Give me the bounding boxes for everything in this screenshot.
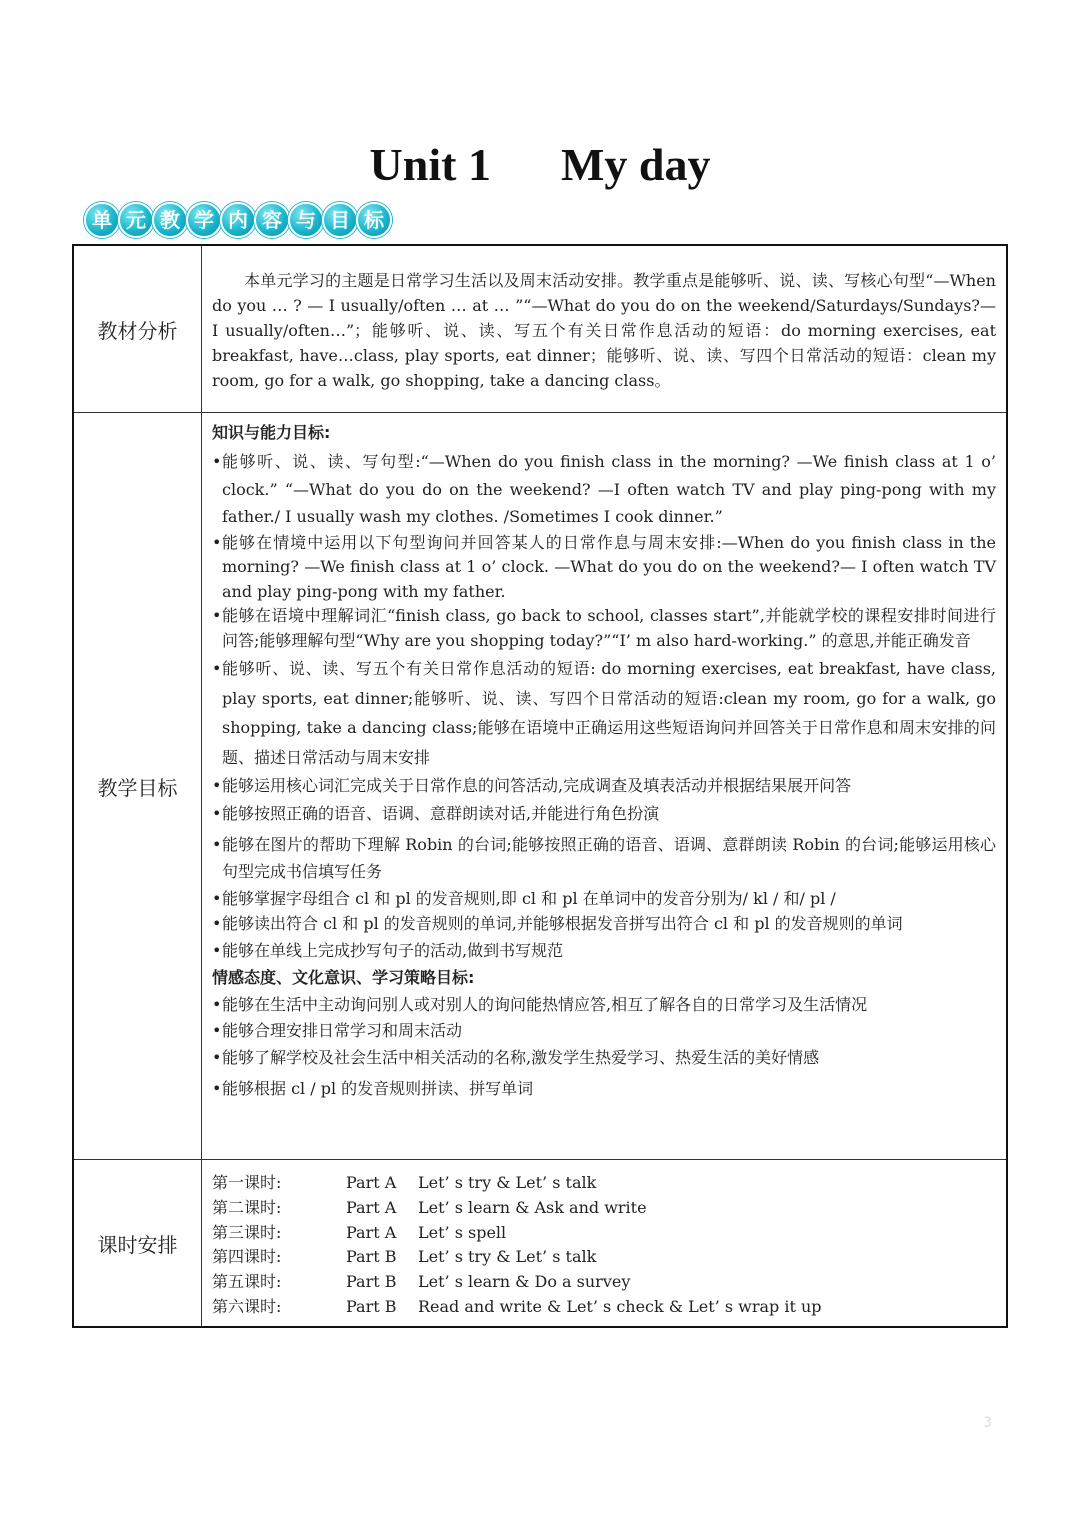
schedule-list xyxy=(212,1171,996,1320)
unit-name: My day xyxy=(560,139,711,190)
schedule-item: 第六课时: Part B Read and write & Let’ s check & Let’ s wrap it up xyxy=(212,1296,822,1316)
goal-item: • 能够运用核心词汇完成关于日常作息的问答活动,完成调查及填表活动并根据结果展开问答 xyxy=(212,772,996,800)
goal-item: • 能够在单线上完成抄写句子的活动,做到书写规范 xyxy=(212,937,996,964)
goal-item: • 能够听、说、读、写五个有关日常作息活动的短语: do morning exercises, eat breakfast, have class, play sports, eat dinner;能够听、说、读、写四个日常活动的短语:clean my room, go for a walk, go shopping, take a dancing class;能够在语境中正确运用这些短语询问并回答关于日常作息和周末安排的问题、描述日常活动与周末安排 xyxy=(212,654,996,772)
schedule-item: 第三课时: Part A Let’ s spell xyxy=(212,1222,507,1242)
goal-item: • 能够合理安排日常学习和周末活动 xyxy=(212,1018,996,1044)
analysis-text: 本单元学习的主题是日常学习生活以及周末活动安排。教学重点是能够听、说、读、写核心句型“—When do you … ? — I usually/often … at … ”“—What do you do on the weekend/Saturdays/Sundays?—I usually/often…”；能够听、说、读、写五个有关日常作息活动的短语：do morning exercises, eat breakfast, have…class, play sports, eat dinner；能够听、说、读、写四个日常活动的短语：clean my room, go for a walk, go shopping, take a dancing class。 xyxy=(212,271,996,390)
knowledge-heading: 知识与能力目标: xyxy=(212,423,331,442)
banner-char: 教 xyxy=(152,202,188,238)
goal-item: • 能够在语境中理解词汇“finish class, go back to school, classes start”,并能就学校的课程安排时间进行问答;能够理解句型“Why are you shopping today?”“I’ m also hard-working.” 的意思,并能正确发音 xyxy=(212,604,996,653)
section-banner xyxy=(84,202,390,238)
banner-char: 学 xyxy=(186,202,222,238)
banner-char: 标 xyxy=(356,202,392,238)
goal-item: • 能够根据 cl / pl 的发音规则拼读、拼写单词 xyxy=(212,1075,996,1103)
banner-char: 与 xyxy=(288,202,324,238)
banner-char: 单 xyxy=(84,202,120,238)
schedule-content xyxy=(202,1160,1006,1326)
attitude-heading: 情感态度、文化意识、学习策略目标: xyxy=(212,967,475,987)
banner-char: 容 xyxy=(254,202,290,238)
goals-label: 教学目标 xyxy=(74,413,202,1159)
schedule-row xyxy=(74,1160,1006,1326)
schedule-item: 第二课时: Part A Let’ s learn & Ask and write xyxy=(212,1197,647,1217)
schedule-item: 第五课时: Part B Let’ s learn & Do a survey xyxy=(212,1272,631,1292)
banner-char: 内 xyxy=(220,202,256,238)
goals-content xyxy=(202,413,1006,1159)
goals-row xyxy=(74,413,1006,1160)
goal-item: • 能够听、说、读、写句型:“—When do you finish class in the morning? —We finish class at 1 o’ clock.” “—What do you do on the weekend? —I often watch TV and play ping-pong with my father./ I usually wash my clothes. /Sometimes I cook dinner.” xyxy=(212,448,996,531)
page-title xyxy=(0,138,1080,198)
goal-item: • 能够读出符合 cl 和 pl 的发音规则的单词,并能够根据发音拼写出符合 cl 和 pl 的发音规则的单词 xyxy=(212,912,996,937)
lesson-plan-table xyxy=(72,244,1008,1328)
goal-item: • 能够在生活中主动询问别人或对别人的询问能热情应答,相互了解各自的日常学习及生活情况 xyxy=(212,992,996,1018)
analysis-row xyxy=(74,246,1006,413)
analysis-label: 教材分析 xyxy=(74,246,202,412)
goal-item: • 能够在情境中运用以下句型询问并回答某人的日常作息与周末安排:—When do you finish class in the morning? —We finish class at 1 o’ clock. —What do you do on the weekend?— I often watch TV and play ping-pong with my father. xyxy=(212,531,996,605)
unit-number: Unit 1 xyxy=(369,139,491,190)
schedule-item: 第四课时: Part B Let’ s try & Let’ s talk xyxy=(212,1247,597,1267)
page-number: 3 xyxy=(983,1415,992,1431)
goal-item: • 能够按照正确的语音、语调、意群朗读对话,并能进行角色扮演 xyxy=(212,800,996,828)
schedule-label: 课时安排 xyxy=(74,1160,202,1326)
banner-char: 元 xyxy=(118,202,154,238)
analysis-content xyxy=(202,246,1006,412)
goal-item: • 能够掌握字母组合 cl 和 pl 的发音规则,即 cl 和 pl 在单词中的发音分别为/ kl / 和/ pl / xyxy=(212,885,996,912)
banner-char: 目 xyxy=(322,202,358,238)
goal-item: • 能够了解学校及社会生活中相关活动的名称,激发学生热爱学习、热爱生活的美好情感 xyxy=(212,1044,996,1072)
schedule-item: 第一课时: Part A Let’ s try & Let’ s talk xyxy=(212,1173,597,1192)
goal-item: • 能够在图片的帮助下理解 Robin 的台词;能够按照正确的语音、语调、意群朗读 Robin 的台词;能够运用核心句型完成书信填写任务 xyxy=(212,831,996,885)
